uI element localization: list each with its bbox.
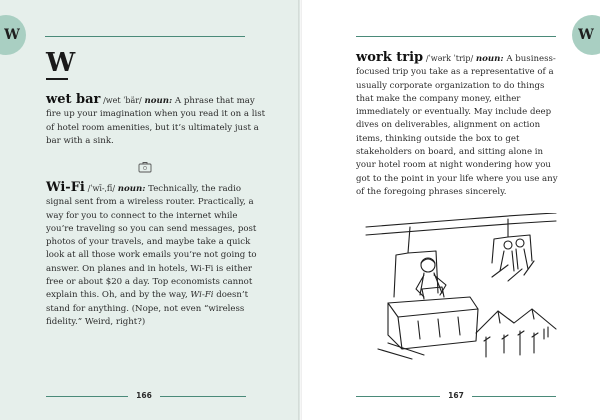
page-number: 166 xyxy=(136,391,152,400)
part-of-speech: noun: xyxy=(475,54,504,64)
headword: Wi-Fi xyxy=(46,180,85,195)
entry-wet-bar xyxy=(46,93,266,148)
tab-letter: W xyxy=(578,27,594,43)
page-number: 167 xyxy=(448,391,464,400)
definition-italic: Wi-Fi xyxy=(190,290,214,301)
tab-letter: W xyxy=(4,27,20,43)
luggage-icon xyxy=(138,161,152,173)
top-rule xyxy=(45,36,245,37)
footer-rule xyxy=(46,396,128,397)
part-of-speech: noun: xyxy=(144,96,173,106)
definition-part: doesn’t stand for anything. (Nope, not even “wireless fidelity.” Weird, right?) xyxy=(46,290,249,327)
section-letter: W xyxy=(46,48,76,78)
headword: work trip xyxy=(356,50,424,65)
pronunciation: /ˈwərk ˈtrip/ xyxy=(425,54,474,63)
pronunciation: /ˈwī-ˌfī/ xyxy=(87,184,116,193)
definition: A phrase that may fire up your imagination when you read it on a list of hotel room amenities, but it’s ultimately just a bar with a sink. xyxy=(46,96,266,146)
entry-wi-fi xyxy=(46,181,266,329)
footer-rule xyxy=(472,396,556,397)
ski-lift-illustration xyxy=(358,213,558,363)
top-rule xyxy=(356,36,556,37)
entry-work-trip xyxy=(356,51,564,199)
pronunciation: /wet ˈbär/ xyxy=(103,96,142,105)
definition-part: Technically, the radio signal sent from a wireless router. Practically, a way for you to connect to the internet while you’re traveling so you can send messages, post photos of your travels, and maybe take a quick look at all those work emails you’re not going to answer. On planes and in hotels, Wi-Fi is either free or about $20 a day. Top economists cannot explain this. Oh, and by the way, xyxy=(46,184,257,301)
part-of-speech: noun: xyxy=(117,184,146,194)
footer-rule xyxy=(160,396,246,397)
section-underline xyxy=(46,78,68,80)
definition: A business-focused trip you take as a representative of a usually corporate organization to do things that make the company money, either immediately or eventually. May include deep dives on deliverables, alignment on action items, thinking outside the box to get stakeholders on board, and sitting alone in your hotel room at night wondering how you got to the point in your life where you use any of the foregoing phrases sincerely. xyxy=(356,54,558,197)
book-gutter xyxy=(298,0,302,420)
letter-tab-left xyxy=(0,15,26,55)
headword: wet bar xyxy=(46,92,101,107)
footer-rule xyxy=(356,396,440,397)
right-page xyxy=(300,0,600,420)
